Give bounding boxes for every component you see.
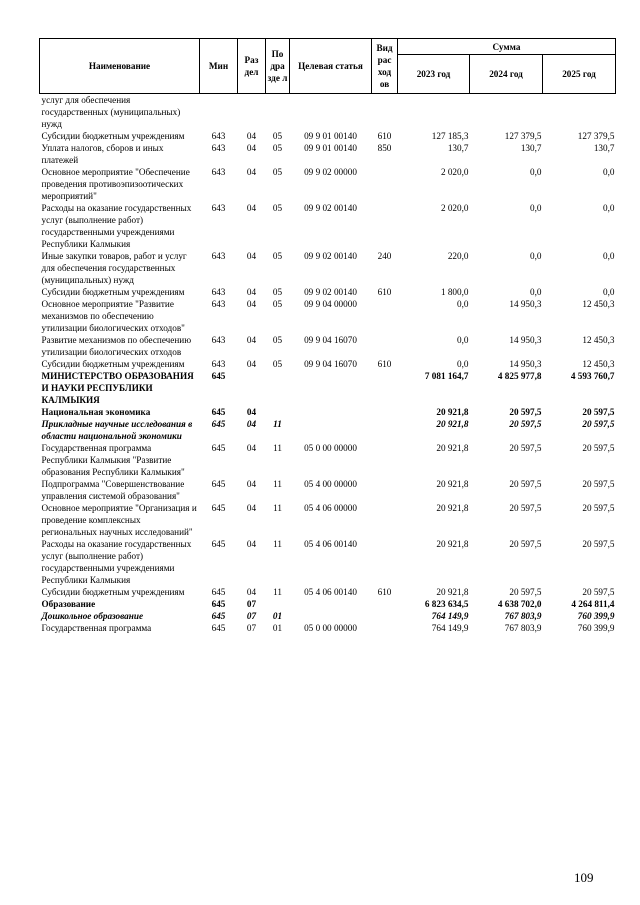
cell-podrazdel: 05: [272, 287, 283, 297]
cell-sum-2025: 0,0: [603, 203, 615, 213]
cell-podrazdel: 01: [272, 623, 283, 633]
cell-podrazdel: 11: [273, 419, 282, 429]
cell-sum-2024: [470, 94, 543, 131]
cell-sum-2023: 2 020,0: [440, 203, 469, 213]
cell-min: 643: [211, 131, 226, 141]
cell-podrazdel: 11: [273, 503, 282, 513]
cell-sum-2024: 767 803,9: [504, 623, 542, 633]
cell-sum-2024: 130,7: [520, 143, 542, 153]
cell-sum-2025: 12 450,3: [582, 335, 615, 345]
cell-expense-type: [372, 94, 398, 131]
cell-razdel: 04: [246, 251, 257, 261]
cell-target-article: 05 4 06 00140: [304, 539, 357, 549]
cell-min: 643: [211, 359, 226, 369]
cell-sum-2024: 20 597,5: [509, 419, 542, 429]
header-year-2023: 2023 год: [398, 55, 470, 94]
cell-sum-2024: 20 597,5: [509, 479, 542, 489]
cell-sum-2025: 12 450,3: [582, 299, 615, 309]
cell-sum-2025: 20 597,5: [582, 407, 615, 417]
cell-sum-2023: 7 081 164,7: [424, 371, 469, 381]
cell-sum-2023: 0,0: [457, 299, 469, 309]
cell-razdel: 07: [246, 599, 257, 609]
cell-target-article: [290, 406, 372, 418]
cell-name: Основное мероприятие "Организация и проведение комплексных региональных научных исследований": [41, 503, 197, 537]
cell-razdel: 04: [246, 443, 257, 453]
cell-expense-type: 240: [377, 251, 392, 261]
cell-expense-type: [372, 202, 398, 250]
cell-sum-2023: 20 921,8: [436, 587, 469, 597]
table-row: [40, 610, 616, 622]
cell-target-article: 05 4 06 00000: [304, 503, 357, 513]
table-row: [40, 130, 616, 142]
cell-sum-2023: 127 185,3: [431, 131, 469, 141]
cell-sum-2023: 6 823 634,5: [424, 599, 469, 609]
table-row: [40, 202, 616, 250]
cell-sum-2024: 20 597,5: [509, 443, 542, 453]
cell-sum-2023: 764 149,9: [431, 623, 469, 633]
table-row: [40, 406, 616, 418]
cell-sum-2023: 20 921,8: [436, 419, 469, 429]
cell-target-article: 09 9 02 00140: [304, 203, 357, 213]
cell-sum-2023: 2 020,0: [440, 167, 469, 177]
cell-name: Основное мероприятие "Обеспечение проведения противоэпизоотических мероприятий": [41, 167, 190, 201]
cell-name: Государственная программа Республики Калмыкия "Развитие образования Республики Калмыкия": [41, 443, 185, 477]
cell-name: услуг для обеспечения государственных (муниципальных) нужд: [41, 95, 181, 129]
cell-sum-2024: 0,0: [530, 203, 542, 213]
cell-name: Развитие механизмов по обеспечению утилизации биологических отходов: [41, 335, 192, 357]
cell-name: Субсидии бюджетным учреждениям: [41, 587, 185, 597]
cell-name: Образование: [41, 599, 96, 609]
cell-min: 643: [211, 299, 226, 309]
header-year-2024: 2024 год: [470, 55, 543, 94]
table-row: [40, 166, 616, 202]
page-number: 109: [574, 870, 594, 885]
cell-name: Национальная экономика: [41, 407, 151, 417]
cell-podrazdel: 05: [272, 143, 283, 153]
cell-razdel: 04: [246, 419, 257, 429]
cell-podrazdel: 11: [273, 539, 282, 549]
cell-target-article: [290, 418, 372, 442]
table-header: [40, 39, 616, 94]
cell-min: 645: [211, 371, 226, 381]
cell-sum-2025: 20 597,5: [582, 419, 615, 429]
cell-sum-2023: 0,0: [457, 359, 469, 369]
cell-razdel: 04: [246, 203, 257, 213]
cell-sum-2023: 20 921,8: [436, 407, 469, 417]
cell-podrazdel: 11: [273, 479, 282, 489]
cell-sum-2024: 4 825 977,8: [497, 371, 542, 381]
cell-sum-2025: 20 597,5: [582, 539, 615, 549]
cell-sum-2023: 20 921,8: [436, 503, 469, 513]
cell-min: 645: [211, 407, 226, 417]
cell-podrazdel: [266, 94, 290, 131]
cell-sum-2025: 0,0: [603, 167, 615, 177]
cell-razdel: 04: [246, 287, 257, 297]
cell-sum-2023: 130,7: [447, 143, 469, 153]
cell-min: 645: [211, 623, 226, 633]
cell-target-article: 09 9 01 00140: [304, 143, 357, 153]
cell-target-article: 09 9 02 00140: [304, 287, 357, 297]
cell-sum-2024: 14 950,3: [509, 335, 542, 345]
cell-podrazdel: 05: [272, 167, 283, 177]
table-row: [40, 598, 616, 610]
cell-target-article: [290, 598, 372, 610]
cell-podrazdel: 05: [272, 131, 283, 141]
cell-expense-type: [372, 298, 398, 334]
cell-razdel: 04: [246, 143, 257, 153]
cell-min: 645: [211, 539, 226, 549]
cell-razdel: 04: [246, 407, 257, 417]
cell-sum-2023: 764 149,9: [431, 611, 469, 621]
header-razdel: Раз дел: [238, 39, 266, 94]
cell-min: 643: [211, 143, 226, 153]
header-min: Мин: [200, 39, 238, 94]
cell-sum-2023: 0,0: [457, 335, 469, 345]
cell-min: [200, 94, 238, 131]
cell-sum-2024: 14 950,3: [509, 359, 542, 369]
cell-podrazdel: [266, 370, 290, 406]
cell-expense-type: [372, 598, 398, 610]
cell-min: 643: [211, 287, 226, 297]
cell-min: 643: [211, 203, 226, 213]
cell-sum-2024: 20 597,5: [509, 407, 542, 417]
table-row: [40, 358, 616, 370]
cell-razdel: 04: [246, 587, 257, 597]
cell-sum-2023: [398, 94, 470, 131]
cell-target-article: 05 0 00 00000: [304, 443, 357, 453]
table-row: [40, 142, 616, 166]
table-row: [40, 370, 616, 406]
cell-min: 643: [211, 335, 226, 345]
table-row: [40, 298, 616, 334]
cell-min: 645: [211, 611, 226, 621]
table-row: [40, 622, 616, 634]
cell-name: Дошкольное образование: [41, 611, 144, 621]
cell-name: Расходы на оказание государственных услуг (выполнение работ) государственными учреждениями Республики Калмыкия: [41, 203, 192, 249]
header-podrazdel: По дра зде л: [266, 39, 290, 94]
table-row: [40, 250, 616, 286]
cell-expense-type: [372, 478, 398, 502]
cell-name: Прикладные научные исследования в области национальной экономики: [41, 419, 193, 441]
cell-target-article: [290, 94, 372, 131]
cell-sum-2025: 20 597,5: [582, 587, 615, 597]
cell-sum-2025: 20 597,5: [582, 443, 615, 453]
cell-razdel: 04: [246, 335, 257, 345]
header-expense-type: Вид рас ход ов: [372, 39, 398, 94]
cell-expense-type: 850: [377, 143, 392, 153]
cell-sum-2024: 767 803,9: [504, 611, 542, 621]
cell-sum-2025: 4 593 760,7: [570, 371, 615, 381]
cell-sum-2024: 0,0: [530, 251, 542, 261]
cell-razdel: 04: [246, 167, 257, 177]
cell-expense-type: [372, 370, 398, 406]
cell-sum-2024: 0,0: [530, 287, 542, 297]
table-body: [40, 94, 616, 635]
cell-min: 643: [211, 167, 226, 177]
cell-sum-2024: 20 597,5: [509, 539, 542, 549]
cell-name: Субсидии бюджетным учреждениям: [41, 131, 185, 141]
cell-sum-2024: 4 638 702,0: [497, 599, 542, 609]
table-row: [40, 586, 616, 598]
cell-sum-2025: 0,0: [603, 251, 615, 261]
cell-sum-2025: 20 597,5: [582, 503, 615, 513]
cell-expense-type: 610: [377, 131, 392, 141]
cell-target-article: [290, 610, 372, 622]
cell-sum-2025: 4 264 811,4: [571, 599, 615, 609]
cell-expense-type: [372, 622, 398, 634]
cell-target-article: 09 9 04 16070: [304, 335, 357, 345]
cell-sum-2024: 14 950,3: [509, 299, 542, 309]
cell-expense-type: 610: [377, 287, 392, 297]
cell-target-article: [290, 370, 372, 406]
cell-name: Подпрограмма "Совершенствование управления системой образования": [41, 479, 185, 501]
cell-name: Иные закупки товаров, работ и услуг для обеспечения государственных (муниципальных) нужд: [41, 251, 187, 285]
cell-name: Расходы на оказание государственных услуг (выполнение работ) государственными учреждениями Республики Калмыкия: [41, 539, 192, 585]
cell-target-article: 09 9 02 00000: [304, 167, 357, 177]
cell-target-article: 05 0 00 00000: [304, 623, 357, 633]
cell-sum-2025: 127 379,5: [577, 131, 615, 141]
cell-min: 645: [211, 419, 226, 429]
cell-razdel: 04: [246, 299, 257, 309]
header-name: Наименование: [40, 39, 200, 94]
cell-sum-2025: 12 450,3: [582, 359, 615, 369]
cell-sum-2025: 20 597,5: [582, 479, 615, 489]
cell-sum-2023: 20 921,8: [436, 479, 469, 489]
cell-razdel: 04: [246, 131, 257, 141]
cell-razdel: [238, 370, 266, 406]
cell-name: Субсидии бюджетным учреждениям: [41, 359, 185, 369]
cell-podrazdel: 05: [272, 251, 283, 261]
cell-name: Основное мероприятие "Развитие механизмов по обеспечению утилизации биологических отходов": [41, 299, 185, 333]
cell-name: Субсидии бюджетным учреждениям: [41, 287, 185, 297]
cell-sum-2023: 20 921,8: [436, 539, 469, 549]
cell-podrazdel: [266, 406, 290, 418]
header-sum: Сумма: [398, 39, 616, 55]
table-row: [40, 442, 616, 478]
cell-podrazdel: 05: [272, 299, 283, 309]
cell-sum-2024: 20 597,5: [509, 503, 542, 513]
cell-target-article: 09 9 02 00140: [304, 251, 357, 261]
cell-podrazdel: 01: [272, 611, 283, 621]
budget-table: [39, 38, 616, 634]
cell-expense-type: 610: [377, 587, 392, 597]
table-row: [40, 502, 616, 538]
cell-sum-2024: 0,0: [530, 167, 542, 177]
cell-sum-2024: 127 379,5: [504, 131, 542, 141]
cell-min: 645: [211, 503, 226, 513]
cell-min: 645: [211, 443, 226, 453]
cell-sum-2025: 760 399,9: [577, 623, 615, 633]
cell-expense-type: [372, 334, 398, 358]
cell-min: 645: [211, 599, 226, 609]
cell-podrazdel: 05: [272, 203, 283, 213]
cell-expense-type: [372, 502, 398, 538]
cell-target-article: 05 4 06 00140: [304, 587, 357, 597]
table-row: [40, 478, 616, 502]
cell-expense-type: [372, 538, 398, 586]
cell-name: Государственная программа: [41, 623, 152, 633]
cell-expense-type: [372, 442, 398, 478]
cell-sum-2023: 220,0: [447, 251, 469, 261]
table-row: [40, 538, 616, 586]
cell-sum-2025: 0,0: [603, 287, 615, 297]
cell-razdel: 04: [246, 479, 257, 489]
cell-expense-type: [372, 166, 398, 202]
cell-sum-2025: 130,7: [593, 143, 615, 153]
table-row: [40, 94, 616, 131]
table-row: [40, 334, 616, 358]
cell-razdel: 04: [246, 539, 257, 549]
cell-target-article: 09 9 04 00000: [304, 299, 357, 309]
cell-target-article: 09 9 01 00140: [304, 131, 357, 141]
cell-target-article: 09 9 04 16070: [304, 359, 357, 369]
cell-sum-2025: 760 399,9: [577, 611, 615, 621]
cell-expense-type: [372, 406, 398, 418]
cell-min: 645: [211, 587, 226, 597]
cell-podrazdel: [266, 598, 290, 610]
cell-sum-2024: 20 597,5: [509, 587, 542, 597]
cell-name: МИНИСТЕРСТВО ОБРАЗОВАНИЯ И НАУКИ РЕСПУБЛИКИ КАЛМЫКИЯ: [41, 371, 194, 405]
cell-name: Уплата налогов, сборов и иных платежей: [41, 143, 164, 165]
cell-razdel: 04: [246, 359, 257, 369]
cell-podrazdel: 11: [273, 587, 282, 597]
table-row: [40, 418, 616, 442]
header-year-2025: 2025 год: [543, 55, 616, 94]
cell-target-article: 05 4 00 00000: [304, 479, 357, 489]
header-target-article: Целевая статья: [290, 39, 372, 94]
cell-razdel: [238, 94, 266, 131]
cell-expense-type: [372, 610, 398, 622]
cell-expense-type: 610: [377, 359, 392, 369]
cell-expense-type: [372, 418, 398, 442]
cell-podrazdel: 05: [272, 359, 283, 369]
cell-min: 643: [211, 251, 226, 261]
cell-sum-2023: 20 921,8: [436, 443, 469, 453]
cell-podrazdel: 05: [272, 335, 283, 345]
cell-sum-2023: 1 800,0: [440, 287, 469, 297]
cell-min: 645: [211, 479, 226, 489]
cell-razdel: 07: [246, 623, 257, 633]
cell-razdel: 07: [246, 611, 257, 621]
cell-razdel: 04: [246, 503, 257, 513]
cell-podrazdel: 11: [273, 443, 282, 453]
cell-sum-2025: [543, 94, 616, 131]
table-row: [40, 286, 616, 298]
